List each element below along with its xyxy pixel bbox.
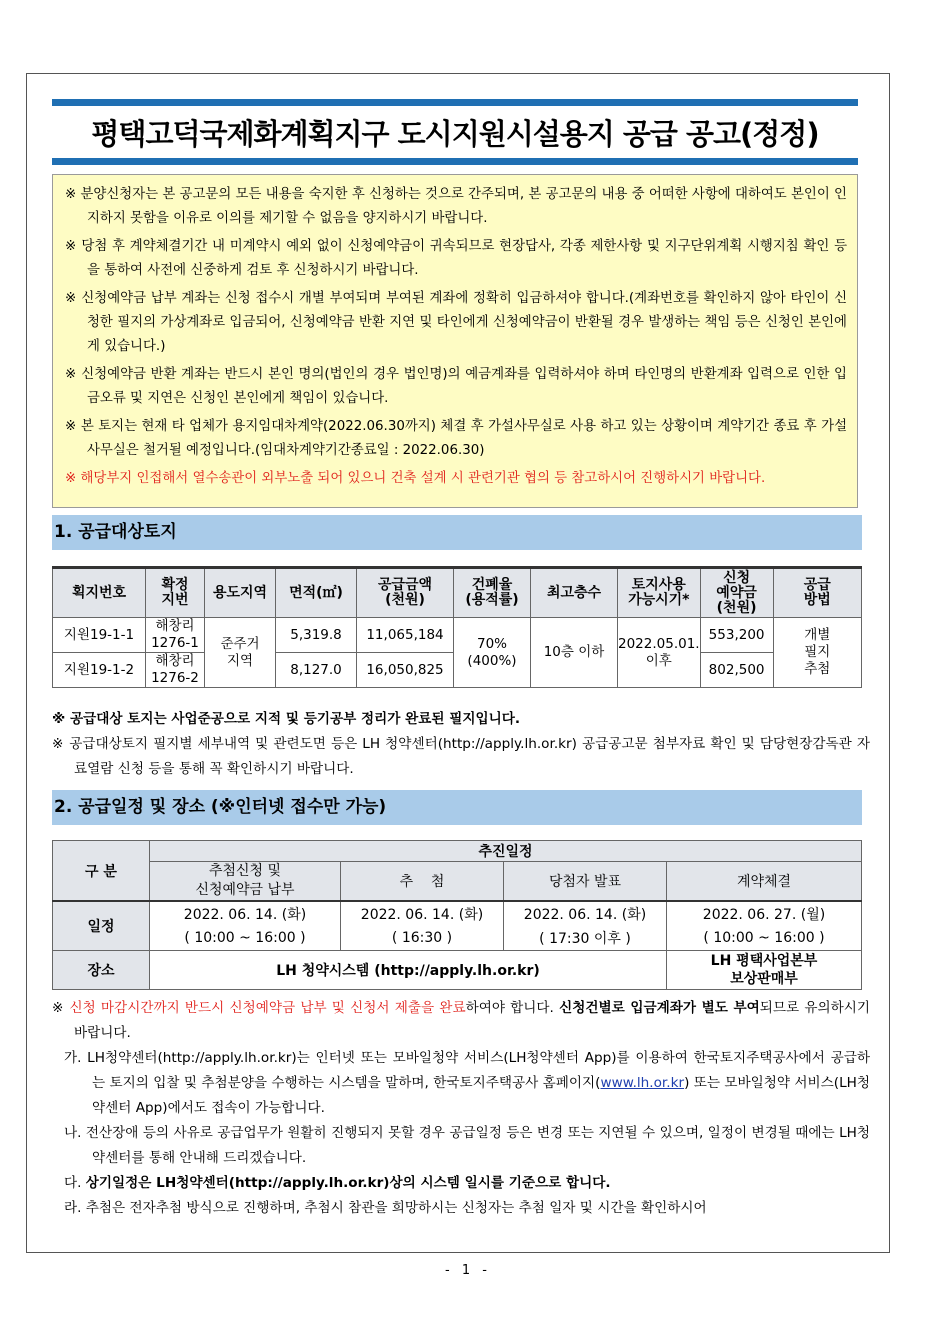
section2-notes [52,996,870,1221]
note-na: 나. 전산장애 등의 사유로 공급업무가 원활히 진행되지 못할 경우 공급일정 등은 변경 또는 지연될 수 있으며, 일정이 변경될 때에는 LH청약센터를 통해 안내해 드리겠습니다. [64,1125,870,1166]
price: 16,050,825 [357,653,454,688]
notice-item: ※ 본 토지는 현재 타 업체가 용지임대차계약(2022.06.30까지) 체결 후 가설사무실로 사용 하고 있는 상황이며 계약기간 종료 후 가설사무실은 철거될 예정입니다.(임대차계약기간종료일 : 2022.06.30) [65,419,847,458]
group-label: 추진일정 [150,841,862,862]
table-row [53,618,862,653]
stage-header: 계약체결 [667,862,862,902]
deposit: 553,200 [700,618,773,653]
col-header: 최고층수 [531,568,618,618]
note: ※ 공급대상토지 필지별 세부내역 및 관련도면 등은 LH 청약센터(http://apply.lh.or.kr) 공급공고문 첨부자료 확인 및 담당현장감독관 자료열람 신청 등을 통해 꼭 확인하시기 바랍니다. [52,736,870,777]
schedule-time: ( 17:30 이후 ) [504,926,667,951]
notice-item: ※ 분양신청자는 본 공고문의 모든 내용을 숙지한 후 신청하는 것으로 간주되며, 본 공고문의 내용 중 어떠한 사항에 대하여도 본인이 인지하지 못함을 이유로 이의를 제기할 수 없음을 양지하시기 바랍니다. [65,187,847,226]
schedule-time: ( 16:30 ) [341,926,504,951]
stage-header: 당첨자 발표 [504,862,667,902]
notice-item: ※ 신청예약금 납부 계좌는 신청 접수시 개별 부여되며 부여된 계좌에 정확히 입금하셔야 합니다.(계좌번호를 확인하지 않아 타인이 신청한 필지의 가상계좌로 입금되어, 신청예약금 반환 지연 및 타인에게 신청예약금이 반환될 경우 발생하는 책임 등은 신청인 본인에게 있습니다.) [65,291,847,354]
deposit: 802,500 [700,653,773,688]
section1-notes [52,707,870,782]
lot-number: 지원19-1-1 [53,618,146,653]
col-header: 건폐율 (용적률) [454,568,531,618]
col-label: 구 분 [53,841,150,902]
notice-item: ※ 당첨 후 계약체결기간 내 미계약시 예외 없이 신청예약금이 귀속되므로 현장답사, 각종 제한사항 및 지구단위계획 시행지침 확인 등을 통하여 사전에 신중하게 검토 후 신청하시기 바랍니다. [65,239,847,278]
lot-number: 지원19-1-2 [53,653,146,688]
col-header: 획지번호 [53,568,146,618]
notice-item-warning: ※ 해당부지 인접해서 열수송관이 외부노출 되어 있으니 건축 설계 시 관련기관 협의 등 참고하시어 진행하시기 바랍니다. [65,471,766,486]
place-online: LH 청약시스템 (http://apply.lh.or.kr) [150,951,667,990]
notice-box [52,174,858,508]
schedule-time: ( 10:00 ~ 16:00 ) [150,926,341,951]
note-ga: 가. LH청약센터(http://apply.lh.or.kr)는 인터넷 또는 모바일청약 서비스(LH청약센터 App)를 이용하여 한국토지주택공사에서 공급하는 토지의 입찰 및 추첨분양을 수행하는 시스템을 말하며, 한국토지주택공사 홈페이지(www.lh.or.kr) 또는 모바일청약 서비스(LH청약센터 App)에서도 접속이 가능합니다. [64,1050,870,1116]
note-bold: ※ 공급대상 토지는 사업준공으로 지적 및 등기공부 정리가 완료된 필지입니다. [52,711,521,727]
title-bottom-bar [52,158,858,165]
section2-heading: 2. 공급일정 및 장소 (※인터넷 접수만 가능) [52,790,862,825]
stage-header: 추첨신청 및 신청예약금 납부 [150,862,341,902]
schedule-date: 2022. 06. 14. (화) [150,901,341,926]
col-header: 용도지역 [205,568,276,618]
col-header: 면적(㎡) [276,568,357,618]
schedule-time: ( 10:00 ~ 16:00 ) [667,926,862,951]
jibun: 해창리 1276-2 [146,653,205,688]
stage-header: 추 첨 [341,862,504,902]
price: 11,065,184 [357,618,454,653]
col-header: 확정 지번 [146,568,205,618]
note-da: 다. 상기일정은 LH청약센터(http://apply.lh.or.kr)상의 시스템 일시를 기준으로 합니다. [64,1175,611,1191]
supply-method: 개별 필지 추첨 [773,618,861,688]
notice-item: ※ 신청예약금 반환 계좌는 반드시 본인 명의(법인의 경우 법인명)의 예금계좌를 입력하셔야 하며 타인명의 반환계좌 입력으로 인한 입금오류 및 지연은 신청인 본인에게 책임이 있습니다. [65,367,847,406]
title-top-bar [52,99,858,106]
max-floors: 10층 이하 [531,618,618,688]
col-header: 토지사용 가능시기* [618,568,701,618]
schedule-table [52,840,862,990]
table-header-row [53,568,862,618]
supply-land-table [52,566,862,688]
zone: 준주거 지역 [205,618,276,688]
place-label: 장소 [53,951,150,990]
page-number: - 1 - [445,1263,491,1278]
jibun: 해창리 1276-1 [146,618,205,653]
section1-heading: 1. 공급대상토지 [52,515,862,550]
col-header: 공급금액 (천원) [357,568,454,618]
coverage: 70% (400%) [454,618,531,688]
schedule-date: 2022. 06. 14. (화) [504,901,667,926]
warning-note: ※ 신청 마감시간까지 반드시 신청예약금 납부 및 신청서 제출을 완료하여야 합니다. 신청건별로 입금계좌가 별도 부여되므로 유의하시기 바랍니다. [52,1000,870,1041]
schedule-date: 2022. 06. 27. (월) [667,901,862,926]
schedule-date: 2022. 06. 14. (화) [341,901,504,926]
page-title: 평택고덕국제화계획지구 도시지원시설용지 공급 공고(정정) [91,117,819,151]
available-date: 2022.05.01. 이후 [618,618,701,688]
note-ra: 라. 추첨은 전자추첨 방식으로 진행하며, 추첨시 참관을 희망하시는 신청자는 추첨 일자 및 시간을 확인하시어 [64,1200,707,1216]
lh-homepage-link[interactable]: www.lh.or.kr [600,1075,685,1091]
area: 5,319.8 [276,618,357,653]
schedule-label: 일정 [53,901,150,951]
area: 8,127.0 [276,653,357,688]
col-header: 공급 방법 [773,568,861,618]
place-office: LH 평택사업본부 보상판매부 [667,951,862,990]
col-header: 신청 예약금 (천원) [700,568,773,618]
